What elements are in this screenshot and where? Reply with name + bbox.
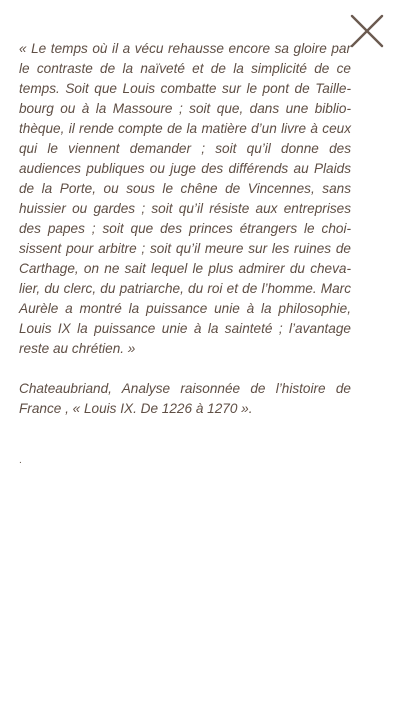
close-button[interactable]: [348, 12, 386, 50]
close-x-icon: [348, 12, 386, 50]
attribution-paragraph: Chateaubriand, Analyse raisonnée de l’histoire de France , « Louis IX. De 1226 à 1270 ».: [19, 381, 351, 416]
document-content: [19, 39, 351, 471]
quote-paragraph: « Le temps où il a vécu rehausse encore sa gloire par le contraste de la naïveté et de la simplicité de ce temps. Soit que Louis combatte sur le pont de Taillebourg ou à la Massoure ; soit que, dans une bibliothèque, il rende compte de la matière d’un livre à ceux qui le viennent demander ; soit qu’il donne des audiences publiques ou juge des différends au Plaids de la Porte, ou sous le chêne de Vincennes, sans huissier ou gardes ; soit qu’il résiste aux entreprises des papes ; soit que des princes étrangers le choisissent pour arbitre ; soit qu’il meure sur les ruines de Carthage, on ne sait lequel le plus admirer du chevalier, du clerc, du patriarche, du roi et de l’homme. Marc Aurèle a montré la puissance unie à la philosophie, Louis IX la puissance unie à la sainteté ; l’avantage reste au chrétien. »: [19, 41, 351, 356]
trailing-mark: .: [19, 455, 22, 466]
